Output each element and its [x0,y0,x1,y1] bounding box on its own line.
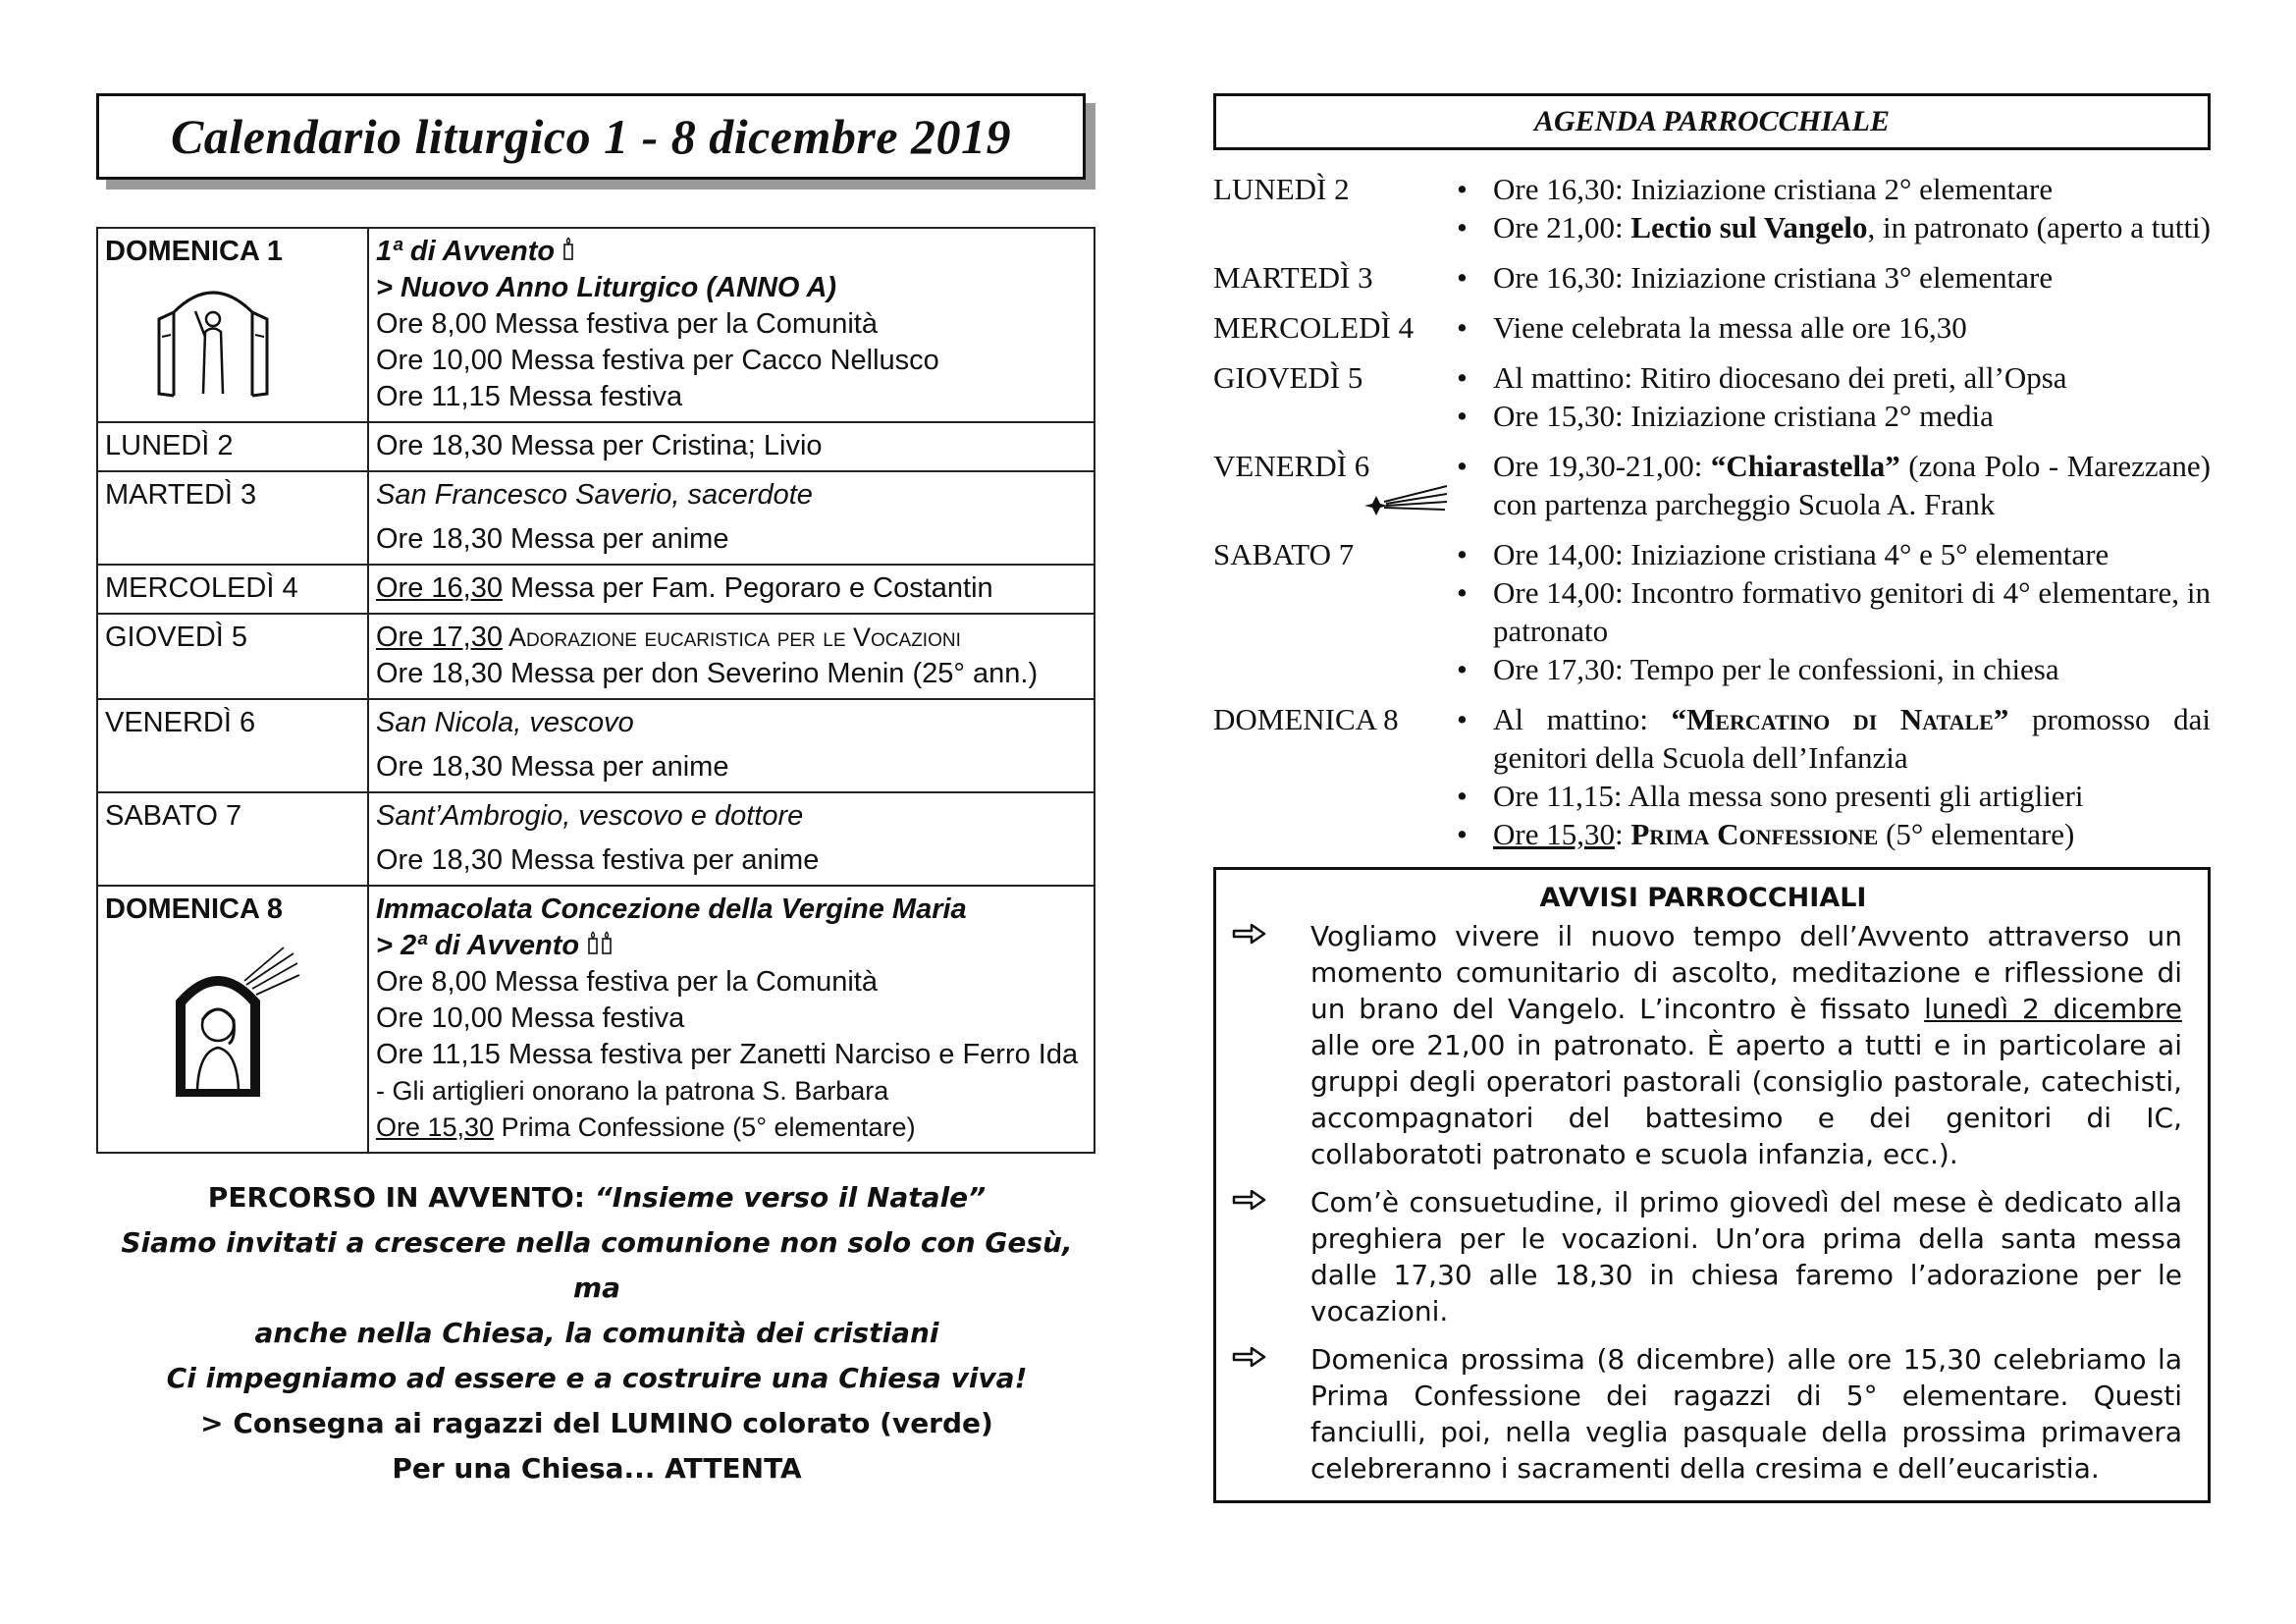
events-cell [368,886,1095,1153]
day-cell [97,792,368,886]
arrow-right-icon [1224,918,1310,1172]
event-line: Ore 18,30 Messa per don Severino Menin (25° ann.) [376,658,1039,689]
list-item: • Ore 14,00: Incontro formativo genitori di 4° elementare, in patronato [1449,573,2211,650]
day-label: MERCOLEDÌ 4 [105,572,298,604]
notice-text: Vogliamo vivere il nuovo tempo dell’Avvento attraverso un momento comunitario di ascolto, meditazione e riflessione di un brano del Vangelo. L’incontro è fissato lunedì 2 dicembre alle ore 21,00 in patronato. È aperto a tutti e in particolare ai gruppi degli operatori pastorali (consiglio pastorale, catechisti, accompagnatori del battesimo e dei genitori di IC, collaboratoti patronato e scuola infanzia, ecc.). [1310,920,2182,1170]
day-cell [97,886,368,1153]
liturgical-calendar-table [96,227,1095,1154]
events-cell [368,422,1095,471]
percorso-line: Ci impegniamo ad essere e a costruire una Chiesa viva! [166,1362,1028,1394]
candle-icon [562,237,574,260]
agenda-row [1213,308,2211,347]
list-item: • Ore 19,30-21,00: “Chiarastella” (zona Polo - Marezzane) con partenza parcheggio Scuola A. Frank [1449,447,2211,523]
agenda-day: MARTEDÌ 3 [1213,260,1373,295]
agenda-list [1449,358,2211,435]
agenda-list [1449,258,2211,297]
saint-line: Sant’Ambrogio, vescovo e dottore [376,800,804,832]
page-title: Calendario liturgico 1 - 8 dicembre 2019 [170,109,1012,164]
percorso-line: Siamo invitati a crescere nella comunione non solo con Gesù, ma [121,1226,1073,1304]
advent-journey-block [96,1175,1097,1491]
arrow-right-icon [1224,1341,1310,1487]
feast-line: Immacolata Concezione della Vergine Maria [376,893,967,925]
percorso-line: anche nella Chiesa, la comunità dei cristiani [254,1317,939,1349]
list-item: • Ore 16,30: Iniziazione cristiana 2° elementare [1449,170,2211,208]
table-row [97,699,1095,792]
saint-line: San Francesco Saverio, sacerdote [376,479,813,511]
two-candles-icon [587,931,614,954]
notices-header: AVVISI PARROCCHIALI [1539,883,1867,913]
percorso-line: > Consegna ai ragazzi del LUMINO colorato (verde) [200,1407,993,1439]
events-cell [368,614,1095,699]
agenda-row [1213,358,2211,435]
event-line: - Gli artiglieri onorano la patrona S. Barbara [376,1076,889,1106]
list-item: • Ore 11,15: Alla messa sono presenti gli artiglieri [1449,777,2211,815]
day-cell [97,699,368,792]
agenda-row [1213,258,2211,297]
table-row [97,228,1095,422]
event-line: Ore 10,00 Messa festiva per Cacco Nellusco [376,345,939,376]
parish-agenda [1213,170,2211,853]
list-item: • Ore 14,00: Iniziazione cristiana 4° e 5° elementare [1449,535,2211,573]
agenda-list [1449,700,2211,853]
day-cell [97,422,368,471]
day-label: DOMENICA 8 [105,893,283,925]
event-line: Ore 11,15 Messa festiva per Zanetti Narciso e Ferro Ida [376,1039,1079,1070]
event-line: Ore 8,00 Messa festiva per la Comunità [376,966,878,998]
events-cell [368,699,1095,792]
arrow-right-icon [1224,1184,1310,1329]
open-door-illustration-icon [154,278,272,398]
agenda-row [1213,447,2211,523]
event-line: Ore 18,30 Messa per Cristina; Livio [376,430,823,461]
percorso-line: PERCORSO IN AVVENTO: “Insieme verso il Natale” [207,1181,987,1214]
events-cell [368,228,1095,422]
event-line: Ore 15,30 Prima Confessione (5° elementare) [376,1112,916,1142]
agenda-list [1449,308,2211,347]
agenda-list [1449,170,2211,246]
notice-item [1224,1341,2182,1487]
events-cell [368,792,1095,886]
saint-line: San Nicola, vescovo [376,707,634,738]
agenda-day: GIOVEDÌ 5 [1213,360,1363,395]
day-label: GIOVEDÌ 5 [105,622,248,653]
event-line: Ore 10,00 Messa festiva [376,1002,685,1034]
day-label: LUNEDÌ 2 [105,430,234,461]
girl-at-window-illustration-icon [164,942,301,1099]
event-line: Ore 17,30 Adorazione eucaristica per le Vocazioni [376,622,961,653]
agenda-day: SABATO 7 [1213,537,1355,571]
table-row [97,422,1095,471]
events-cell [368,471,1095,565]
day-label: MARTEDÌ 3 [105,479,257,511]
list-item: • Ore 17,30: Tempo per le confessioni, in chiesa [1449,650,2211,688]
agenda-list [1449,535,2211,688]
day-label: SABATO 7 [105,800,242,832]
event-line: > Nuovo Anno Liturgico (ANNO A) [376,272,837,303]
comet-star-icon [1361,482,1449,515]
event-line: Ore 8,00 Messa festiva per la Comunità [376,308,878,340]
right-column [1213,93,2211,1503]
agenda-day: MERCOLEDÌ 4 [1213,310,1415,345]
list-item: • Ore 15,30: Iniziazione cristiana 2° media [1449,397,2211,435]
list-item: • Ore 16,30: Iniziazione cristiana 3° elementare [1449,258,2211,297]
agenda-row [1213,170,2211,246]
event-line: Ore 16,30 Messa per Fam. Pegoraro e Costantin [376,572,993,604]
agenda-list [1449,447,2211,523]
left-column [96,93,1097,1491]
day-cell [97,614,368,699]
notice-text: Domenica prossima (8 dicembre) alle ore 15,30 celebriamo la Prima Confessione dei ragazzi di 5° elementare. Questi fanciulli, poi, nella veglia pasquale della prossima primavera celebreranno i sacramenti della cresima e dell’eucaristia. [1310,1343,2182,1485]
event-line: Ore 18,30 Messa festiva per anime [376,844,820,876]
day-label: VENERDÌ 6 [105,707,256,738]
day-cell [97,565,368,614]
day-cell [97,228,368,422]
day-cell [97,471,368,565]
events-cell [368,565,1095,614]
list-item: • Ore 15,30: Prima Confessione (5° elementare) [1449,815,2211,853]
notice-item [1224,1184,2182,1329]
table-row [97,614,1095,699]
agenda-header: AGENDA PARROCCHIALE [1213,93,2211,150]
table-row [97,792,1095,886]
title-box [96,93,1086,180]
table-row [97,886,1095,1153]
agenda-day: LUNEDÌ 2 [1213,172,1350,206]
event-line: Ore 11,15 Messa festiva [376,381,683,412]
event-line: Ore 18,30 Messa per anime [376,751,729,783]
day-label: DOMENICA 1 [105,236,283,267]
event-line: 1ª di Avvento [376,234,1087,270]
table-row [97,471,1095,565]
parish-notices-box [1213,867,2211,1503]
agenda-row [1213,700,2211,853]
list-item: • Al mattino: Ritiro diocesano dei preti, all’Opsa [1449,358,2211,397]
notice-text: Com’è consuetudine, il primo giovedì del mese è dedicato alla preghiera per le vocazioni. Un’ora prima della santa messa dalle 17,30 alle 18,30 in chiesa faremo l’adorazione per le vocazioni. [1310,1186,2182,1327]
list-item: • Al mattino: “Mercatino di Natale” promosso dai genitori della Scuola dell’Infanzia [1449,700,2211,777]
notice-item [1224,918,2182,1172]
agenda-row [1213,535,2211,688]
agenda-day: VENERDÌ 6 [1213,447,1449,523]
list-item: • Viene celebrata la messa alle ore 16,30 [1449,308,2211,347]
event-line: Ore 18,30 Messa per anime [376,523,729,555]
event-line: > 2ª di Avvento [376,928,1087,964]
agenda-day: DOMENICA 8 [1213,702,1399,736]
table-row [97,565,1095,614]
percorso-line: Per una Chiesa... ATTENTA [392,1452,802,1485]
list-item: • Ore 21,00: Lectio sul Vangelo, in patronato (aperto a tutti) [1449,208,2211,246]
